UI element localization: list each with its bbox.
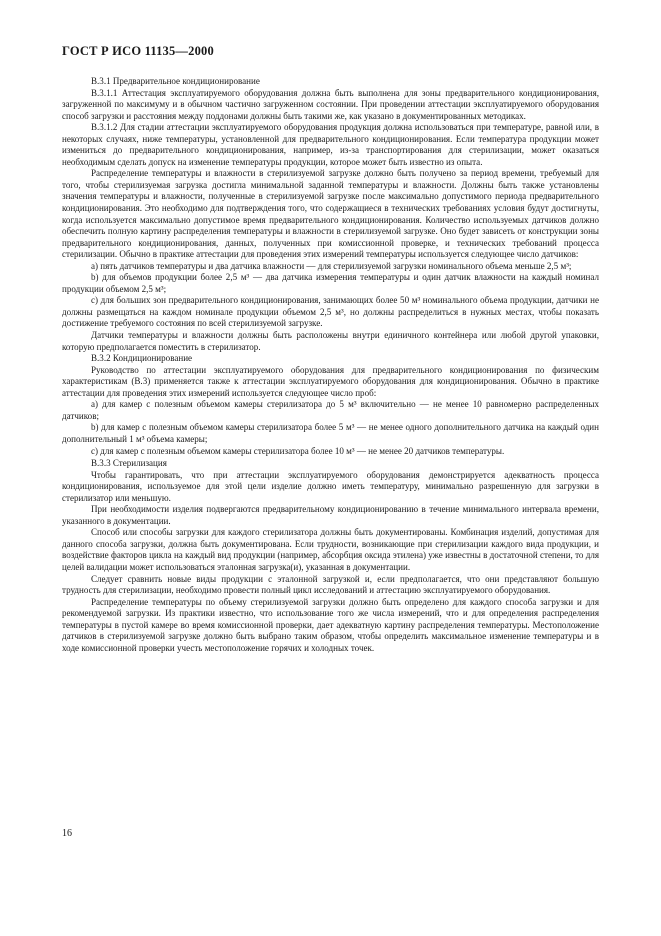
list-item: с) для камер с полезным объемом камеры стерилизатора более 10 м³ — не менее 20 датчиков температуры. — [91, 445, 505, 456]
list-item: с) для больших зон предварительного кондиционирования, занимающих более 50 м³ номинального объема продукции, датчики не должны размещаться на каждом номинале продукции объемом 2,5 м³, но должны распределиться в нужных местах, чтобы показать достижение требуемого состояния по всей стерилизуемой загрузке. — [62, 295, 599, 329]
paragraph: Распределение температуры по объему стерилизуемой загрузки должно быть определено для каждого способа загрузки и для рекомендуемой загрузки. Из практики известно, что использование того же числа измерений, что и для определения распределения температуры в пустой камере во время комиссионной проверки, дает адекватную картину распределения температуры. Местоположение датчиков в стерилизуемой загрузке должно быть выбрано таким образом, чтобы определить максимальное изменение температуры и в ходе комиссионной проверки учесть местоположение горячих и холодных точек. — [62, 596, 599, 653]
paragraph: В.3.1.2 Для стадии аттестации эксплуатируемого оборудования продукция должна использоваться при температуре, равной или, в некоторых случаях, ниже температуры, установленной для предварительного кондиционирования. Если температура продукции может измениться до предварительного кондиционирования, например, из-за транспортирования для стерилизации, может оказаться необходимым сделать допуск на изменение температуры продукции, которое может быть известно из опыта. — [62, 122, 599, 167]
paragraph: Следует сравнить новые виды продукции с эталонной загрузкой и, если предполагается, что они представляют большую трудность для стерилизации, необходимо провести полный цикл исследований и аттестацию эксплуатируемого оборудования. — [62, 573, 599, 596]
paragraph: Датчики температуры и влажности должны быть расположены внутри единичного контейнера или любой другой упаковки, которую предполагается поместить в стерилизатор. — [62, 330, 599, 352]
paragraph: Способ или способы загрузки для каждого стерилизатора должны быть документированы. Комбинация изделий, допустимая для данного способа загрузки, должна быть документирована. Если трудности, возникающие при стерилизации каждого вида продукции, и воздействие факторов цикла на каждый вид продукции (например, абсорбция оксида этилена) уже известны в достаточной степени, то для целей валидации может использоваться эталонная загрузка(и), указанная в документации. — [62, 527, 599, 572]
section-heading-b32: В.3.2 Кондиционирование — [91, 353, 193, 364]
list-item: b) для камер с полезным объемом камеры стерилизатора более 5 м³ — не менее одного дополнительного датчика на каждый один дополнительный 1 м³ объема камеры; — [62, 422, 599, 444]
section-heading-b31: В.3.1 Предварительное кондиционирование — [91, 76, 260, 86]
paragraph: Чтобы гарантировать, что при аттестации эксплуатируемого оборудования демонстрируется адекватность процесса кондиционирования, используемое для этой цели изделие должно иметь температуру, минимально разрешенную для загрузки в стерилизатор или меньшую. — [62, 469, 599, 503]
paragraph: Руководство по аттестации эксплуатируемого оборудования для предварительного кондиционирования по физическим характеристикам (В.3) применяется также к аттестации эксплуатируемого оборудования для кондиционирования. Обычно в практике аттестации для проведения этих измерений используется следующее число проб: — [62, 364, 599, 398]
paragraph: В.3.1.1 Аттестация эксплуатируемого оборудования должна быть выполнена для зоны предварительного кондиционирования, загруженной по максимуму и в обычном частично загруженном состоянии. При проведении аттестации эксплуатируемого оборудования способ загрузки и расстояния между поддонами должны быть такими же, как указано в документированных методиках. — [62, 87, 599, 121]
paragraph: При необходимости изделия подвергаются предварительному кондиционированию в течение минимального интервала времени, указанного в документации. — [62, 504, 599, 526]
page-number: 16 — [62, 828, 72, 839]
list-item: а) для камер с полезным объемом камеры стерилизатора до 5 м³ включительно — не менее 10 равномерно распределенных датчиков; — [62, 399, 599, 421]
list-item: b) для объемов продукции более 2,5 м³ — два датчика измерения температуры и один датчик влажности на каждый номинал продукции объемом 2,5 м³; — [62, 272, 599, 294]
paragraph: Распределение температуры и влажности в стерилизуемой загрузке должно быть получено за период времени, требуемый для того, чтобы стерилизуемая загрузка достигла минимальной заданной температуры и влажности. Должны быть также установлены значения температуры и влажности, полученные в стерилизуемой загрузке после максимально допустимого периода предварительного кондиционирования. Это необходимо для подтверждения того, что содержащиеся в технических требованиях условия будут достигнуты, когда используется максимально допустимое время предварительного кондиционирования. Количество используемых датчиков должно обеспечить полную картину распределения температуры и влажности в стерилизуемой загрузке. Оно будет зависеть от конструкции зоны предварительного кондиционирования, данных, полученных при комиссионной проверке, и технических требований процесса стерилизации. Обычно в практике аттестации для проведения этих измерений температуры используется следующее число датчиков: — [62, 168, 599, 260]
section-heading-b33: В.3.3 Стерилизация — [91, 458, 167, 469]
list-item: а) пять датчиков температуры и два датчика влажности — для стерилизуемой загрузки номинального объема меньше 2,5 м³; — [91, 260, 572, 271]
document-header: ГОСТ Р ИСО 11135—2000 — [62, 44, 214, 58]
page-body — [62, 76, 599, 654]
